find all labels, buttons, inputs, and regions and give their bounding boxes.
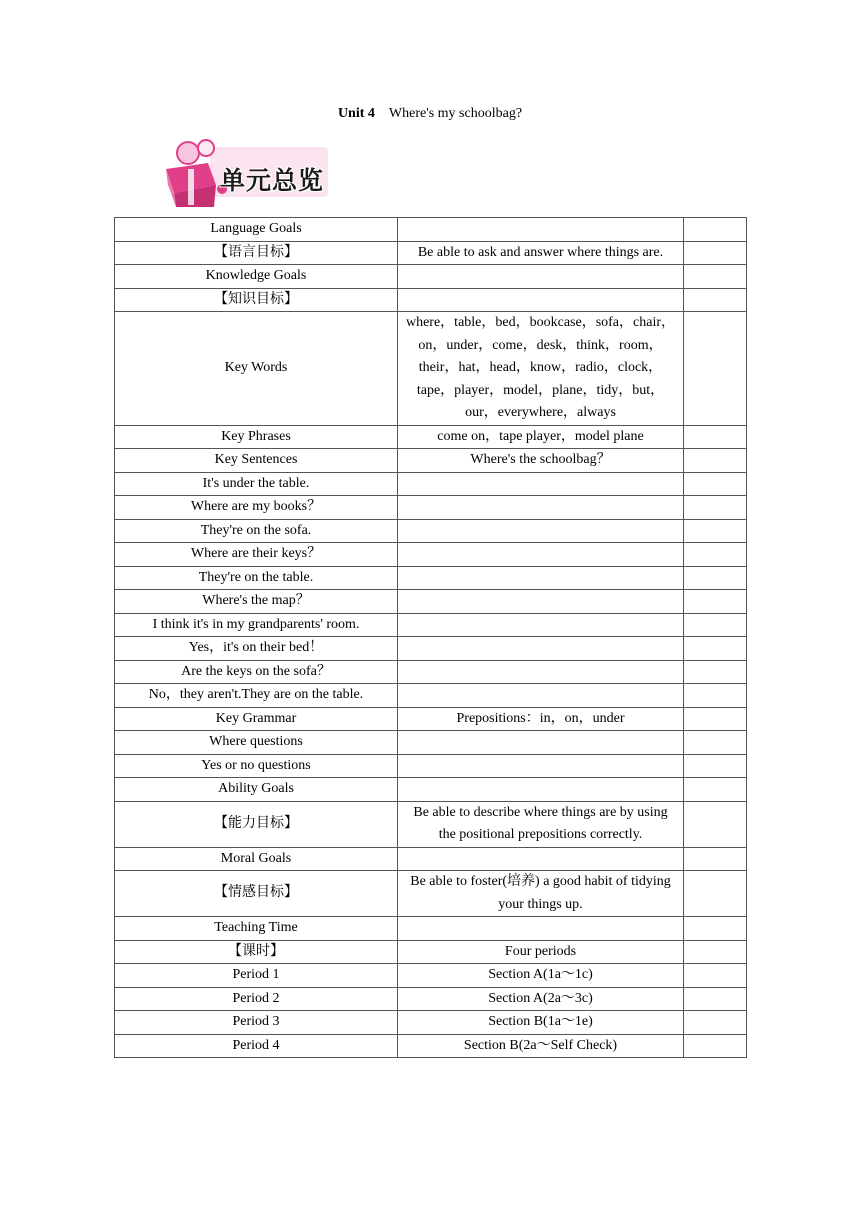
row-label: 【语言目标】 (115, 241, 398, 265)
row-content: Be able to describe where things are by using the positional prepositions correctly. (398, 801, 684, 847)
table-row (115, 312, 747, 426)
row-label: Period 2 (115, 987, 398, 1011)
row-content: Be able to ask and answer where things are. (398, 241, 684, 265)
row-extra (684, 241, 747, 265)
table-body (115, 218, 747, 1058)
row-extra (684, 265, 747, 289)
row-label: 【知识目标】 (115, 288, 398, 312)
table-row (115, 731, 747, 755)
table-row (115, 1034, 747, 1058)
row-label: 【能力目标】 (115, 801, 398, 847)
row-content (398, 496, 684, 520)
row-extra (684, 519, 747, 543)
table-row (115, 543, 747, 567)
row-extra (684, 940, 747, 964)
row-content: where，table，bed，bookcase，sofa，chair，on，under，come，desk，think，room，their，hat，head，know，radio，clock，tape，player，model，plane，tidy，but，our，everywhere，always (398, 312, 684, 426)
table-row (115, 987, 747, 1011)
row-extra (684, 847, 747, 871)
row-label: Are the keys on the sofa？ (115, 660, 398, 684)
table-row (115, 778, 747, 802)
table-row (115, 566, 747, 590)
table-row (115, 964, 747, 988)
row-extra (684, 613, 747, 637)
table-row (115, 917, 747, 941)
row-content (398, 288, 684, 312)
row-extra (684, 449, 747, 473)
row-content: Four periods (398, 940, 684, 964)
row-extra (684, 590, 747, 614)
row-content: Section B(2a～Self Check) (398, 1034, 684, 1058)
row-content (398, 754, 684, 778)
table-row (115, 288, 747, 312)
row-extra (684, 917, 747, 941)
table-row (115, 637, 747, 661)
page-title (0, 106, 860, 122)
row-extra (684, 1034, 747, 1058)
unit-goals-table (114, 217, 747, 1058)
row-content (398, 731, 684, 755)
row-content (398, 917, 684, 941)
row-extra (684, 637, 747, 661)
row-label: Period 1 (115, 964, 398, 988)
table-row (115, 218, 747, 242)
row-extra (684, 425, 747, 449)
row-content (398, 660, 684, 684)
row-label: I think it's in my grandparents' room. (115, 613, 398, 637)
row-extra (684, 987, 747, 1011)
row-label: Where's the map？ (115, 590, 398, 614)
row-label: Moral Goals (115, 847, 398, 871)
row-label: Where questions (115, 731, 398, 755)
row-content (398, 265, 684, 289)
row-extra (684, 707, 747, 731)
row-extra (684, 472, 747, 496)
row-extra (684, 754, 747, 778)
row-label: Key Words (115, 312, 398, 426)
row-content (398, 472, 684, 496)
row-extra (684, 731, 747, 755)
row-content: come on，tape player，model plane (398, 425, 684, 449)
row-label: 【情感目标】 (115, 871, 398, 917)
row-content (398, 613, 684, 637)
row-extra (684, 543, 747, 567)
row-label: Knowledge Goals (115, 265, 398, 289)
row-label: Yes or no questions (115, 754, 398, 778)
row-extra (684, 801, 747, 847)
table-row (115, 871, 747, 917)
row-label: Yes，it's on their bed！ (115, 637, 398, 661)
row-extra (684, 496, 747, 520)
table-row (115, 707, 747, 731)
row-content: Section B(1a～1e) (398, 1011, 684, 1035)
row-label: Where are their keys？ (115, 543, 398, 567)
table-row (115, 449, 747, 473)
row-extra (684, 218, 747, 242)
table-row (115, 265, 747, 289)
table-row (115, 496, 747, 520)
row-extra (684, 964, 747, 988)
table-row (115, 1011, 747, 1035)
table-row (115, 472, 747, 496)
row-content (398, 543, 684, 567)
row-label: Period 4 (115, 1034, 398, 1058)
row-label: Key Grammar (115, 707, 398, 731)
row-extra (684, 1011, 747, 1035)
row-extra (684, 871, 747, 917)
table-row (115, 801, 747, 847)
table-row (115, 754, 747, 778)
row-extra (684, 566, 747, 590)
row-content (398, 566, 684, 590)
row-label: Ability Goals (115, 778, 398, 802)
table-row (115, 660, 747, 684)
row-content: Be able to foster(培养) a good habit of tidying your things up. (398, 871, 684, 917)
row-content (398, 519, 684, 543)
row-label: Language Goals (115, 218, 398, 242)
table-row (115, 847, 747, 871)
row-extra (684, 778, 747, 802)
unit-title: Where's my schoolbag? (388, 106, 523, 121)
banner-title: 单元总览 (220, 166, 325, 195)
row-content (398, 637, 684, 661)
row-extra (684, 312, 747, 426)
row-label: Teaching Time (115, 917, 398, 941)
unit-number: Unit 4 (337, 106, 375, 121)
table-row (115, 613, 747, 637)
row-content: Where's the schoolbag？ (398, 449, 684, 473)
row-label: It's under the table. (115, 472, 398, 496)
row-content: Section A(2a～3c) (398, 987, 684, 1011)
table-row (115, 590, 747, 614)
row-label: They're on the table. (115, 566, 398, 590)
row-extra (684, 288, 747, 312)
table-row (115, 519, 747, 543)
table-row (115, 940, 747, 964)
row-label: Key Phrases (115, 425, 398, 449)
row-content (398, 684, 684, 708)
table-row (115, 684, 747, 708)
table-row (115, 241, 747, 265)
row-label: No，they aren't.They are on the table. (115, 684, 398, 708)
row-label: They're on the sofa. (115, 519, 398, 543)
row-content: Section A(1a～1c) (398, 964, 684, 988)
unit-overview-banner (160, 135, 332, 209)
row-content (398, 778, 684, 802)
row-content: Prepositions：in，on，under (398, 707, 684, 731)
row-content (398, 590, 684, 614)
table-row (115, 425, 747, 449)
row-label: Where are my books？ (115, 496, 398, 520)
row-content (398, 218, 684, 242)
row-extra (684, 660, 747, 684)
row-label: Key Sentences (115, 449, 398, 473)
row-content (398, 847, 684, 871)
row-label: Period 3 (115, 1011, 398, 1035)
row-extra (684, 684, 747, 708)
row-label: 【课时】 (115, 940, 398, 964)
